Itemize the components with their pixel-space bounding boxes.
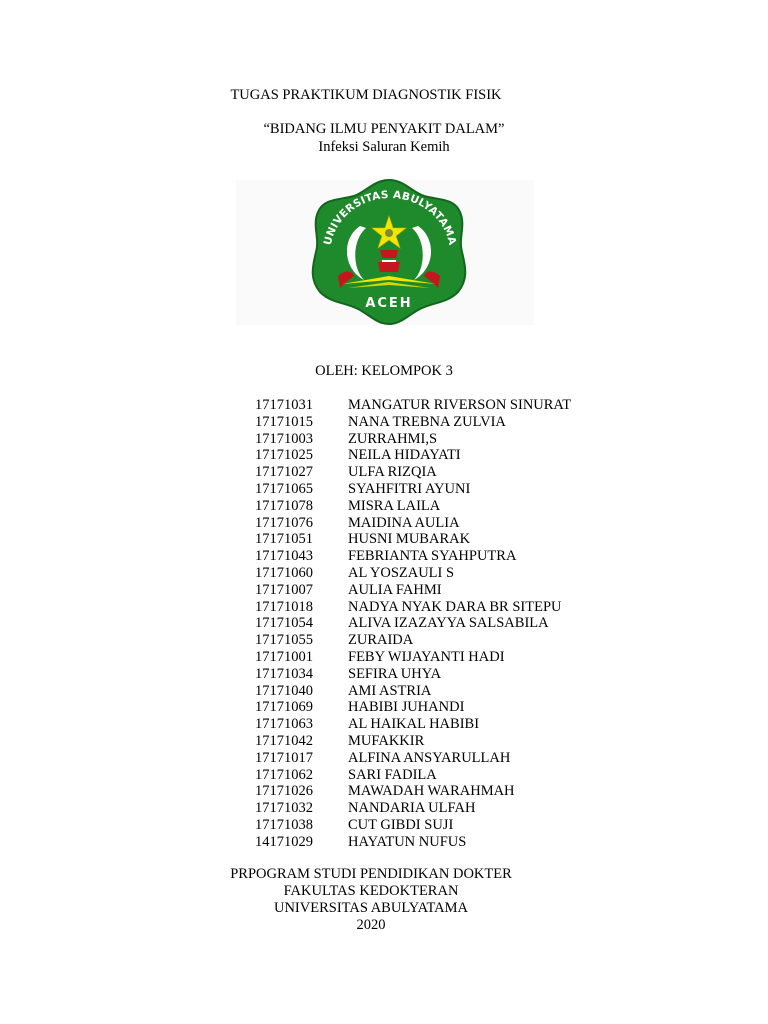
member-nim: 17171076 (255, 514, 313, 531)
member-name: MAIDINA AULIA (348, 514, 460, 531)
footer-faculty: FAKULTAS KEDOKTERAN (283, 883, 459, 899)
member-row (255, 582, 615, 599)
member-name: MAWADAH WARAHMAH (348, 783, 515, 800)
member-nim: 17171055 (255, 632, 313, 649)
member-row (255, 767, 615, 784)
member-row (255, 447, 615, 464)
member-name: ALFINA ANSYARULLAH (348, 749, 511, 766)
footer-block (0, 866, 768, 934)
member-row (255, 733, 615, 750)
member-nim: 17171001 (255, 648, 313, 665)
member-nim: 17171015 (255, 413, 313, 430)
member-nim: 17171063 (255, 716, 313, 733)
logo-arc-text: UNIVERSITAS ABULYATAMA (321, 188, 459, 247)
member-row (255, 481, 615, 498)
member-nim: 17171017 (255, 749, 313, 766)
member-row (255, 431, 615, 448)
member-name: SEFIRA UHYA (348, 665, 442, 682)
member-name: AL HAIKAL HABIBI (348, 716, 480, 733)
document-subtitle: “BIDANG ILMU PENYAKIT DALAM” (263, 121, 505, 137)
group-label: OLEH: KELOMPOK 3 (315, 363, 453, 379)
member-row (255, 531, 615, 548)
member-row (255, 834, 615, 851)
member-name: SARI FADILA (348, 766, 437, 783)
member-nim: 17171003 (255, 430, 313, 447)
member-row (255, 414, 615, 431)
member-row (255, 716, 615, 733)
footer-year: 2020 (356, 917, 386, 933)
member-name: AULIA FAHMI (348, 581, 442, 598)
member-name: SYAHFITRI AYUNI (348, 480, 471, 497)
member-name: ZURAIDA (348, 632, 414, 649)
member-nim: 17171043 (255, 548, 313, 565)
member-name: NADYA NYAK DARA BR SITEPU (348, 598, 562, 615)
member-nim: 17171054 (255, 615, 313, 632)
member-row (255, 783, 615, 800)
member-row (255, 498, 615, 515)
member-name: MISRA LAILA (348, 497, 441, 514)
member-row (255, 397, 615, 414)
member-row (255, 548, 615, 565)
university-logo (236, 180, 534, 325)
member-row (255, 683, 615, 700)
logo-bottom-text: ACEH (365, 296, 413, 311)
member-name: NANDARIA ULFAH (348, 800, 476, 817)
member-name: NEILA HIDAYATI (348, 447, 461, 464)
member-name: HAYATUN NUFUS (348, 833, 467, 850)
member-nim: 17171026 (255, 783, 313, 800)
footer-university: UNIVERSITAS ABULYATAMA (273, 900, 468, 916)
member-name: MANGATUR RIVERSON SINURAT (348, 397, 572, 413)
member-name: ULFA RIZQIA (348, 464, 437, 481)
member-name: HABIBI JUHANDI (348, 699, 465, 716)
member-row (255, 632, 615, 649)
member-nim: 17171038 (255, 816, 313, 833)
member-name: AL YOSZAULI S (348, 564, 455, 581)
member-name: FEBY WIJAYANTI HADI (348, 648, 505, 665)
member-row (255, 515, 615, 532)
member-name: CUT GIBDI SUJI (348, 816, 454, 833)
document-title: TUGAS PRAKTIKUM DIAGNOSTIK FISIK (230, 87, 502, 103)
member-nim: 14171029 (255, 833, 313, 850)
member-name: ALIVA IZAZAYYA SALSABILA (348, 615, 549, 632)
member-name: ZURRAHMI,S (348, 430, 438, 447)
member-nim: 17171032 (255, 800, 313, 817)
member-nim: 17171078 (255, 497, 313, 514)
member-row (255, 464, 615, 481)
member-row (255, 565, 615, 582)
member-name: MUFAKKIR (348, 732, 425, 749)
member-row (255, 666, 615, 683)
member-row (255, 599, 615, 616)
member-row (255, 649, 615, 666)
member-name: FEBRIANTA SYAHPUTRA (348, 548, 517, 565)
member-nim: 17171069 (255, 699, 313, 716)
member-row (255, 817, 615, 834)
footer-program: PRPOGRAM STUDI PENDIDIKAN DOKTER (230, 866, 512, 882)
member-nim: 17171007 (255, 581, 313, 598)
member-row (255, 750, 615, 767)
member-nim: 17171042 (255, 732, 313, 749)
member-nim: 17171065 (255, 480, 313, 497)
university-emblem-icon (308, 176, 470, 326)
member-nim: 17171025 (255, 447, 313, 464)
member-name: AMI ASTRIA (348, 682, 432, 699)
member-row (255, 800, 615, 817)
member-nim: 17171034 (255, 665, 313, 682)
member-name: NANA TREBNA ZULVIA (348, 413, 506, 430)
member-nim: 17171027 (255, 464, 313, 481)
member-nim: 17171031 (255, 397, 313, 413)
member-nim: 17171040 (255, 682, 313, 699)
document-topic: Infeksi Saluran Kemih (318, 139, 450, 155)
member-nim: 17171062 (255, 766, 313, 783)
member-nim: 17171060 (255, 564, 313, 581)
member-name: HUSNI MUBARAK (348, 531, 471, 548)
member-nim: 17171018 (255, 598, 313, 615)
member-row (255, 699, 615, 716)
member-nim: 17171051 (255, 531, 313, 548)
member-row (255, 615, 615, 632)
member-list (255, 397, 615, 851)
